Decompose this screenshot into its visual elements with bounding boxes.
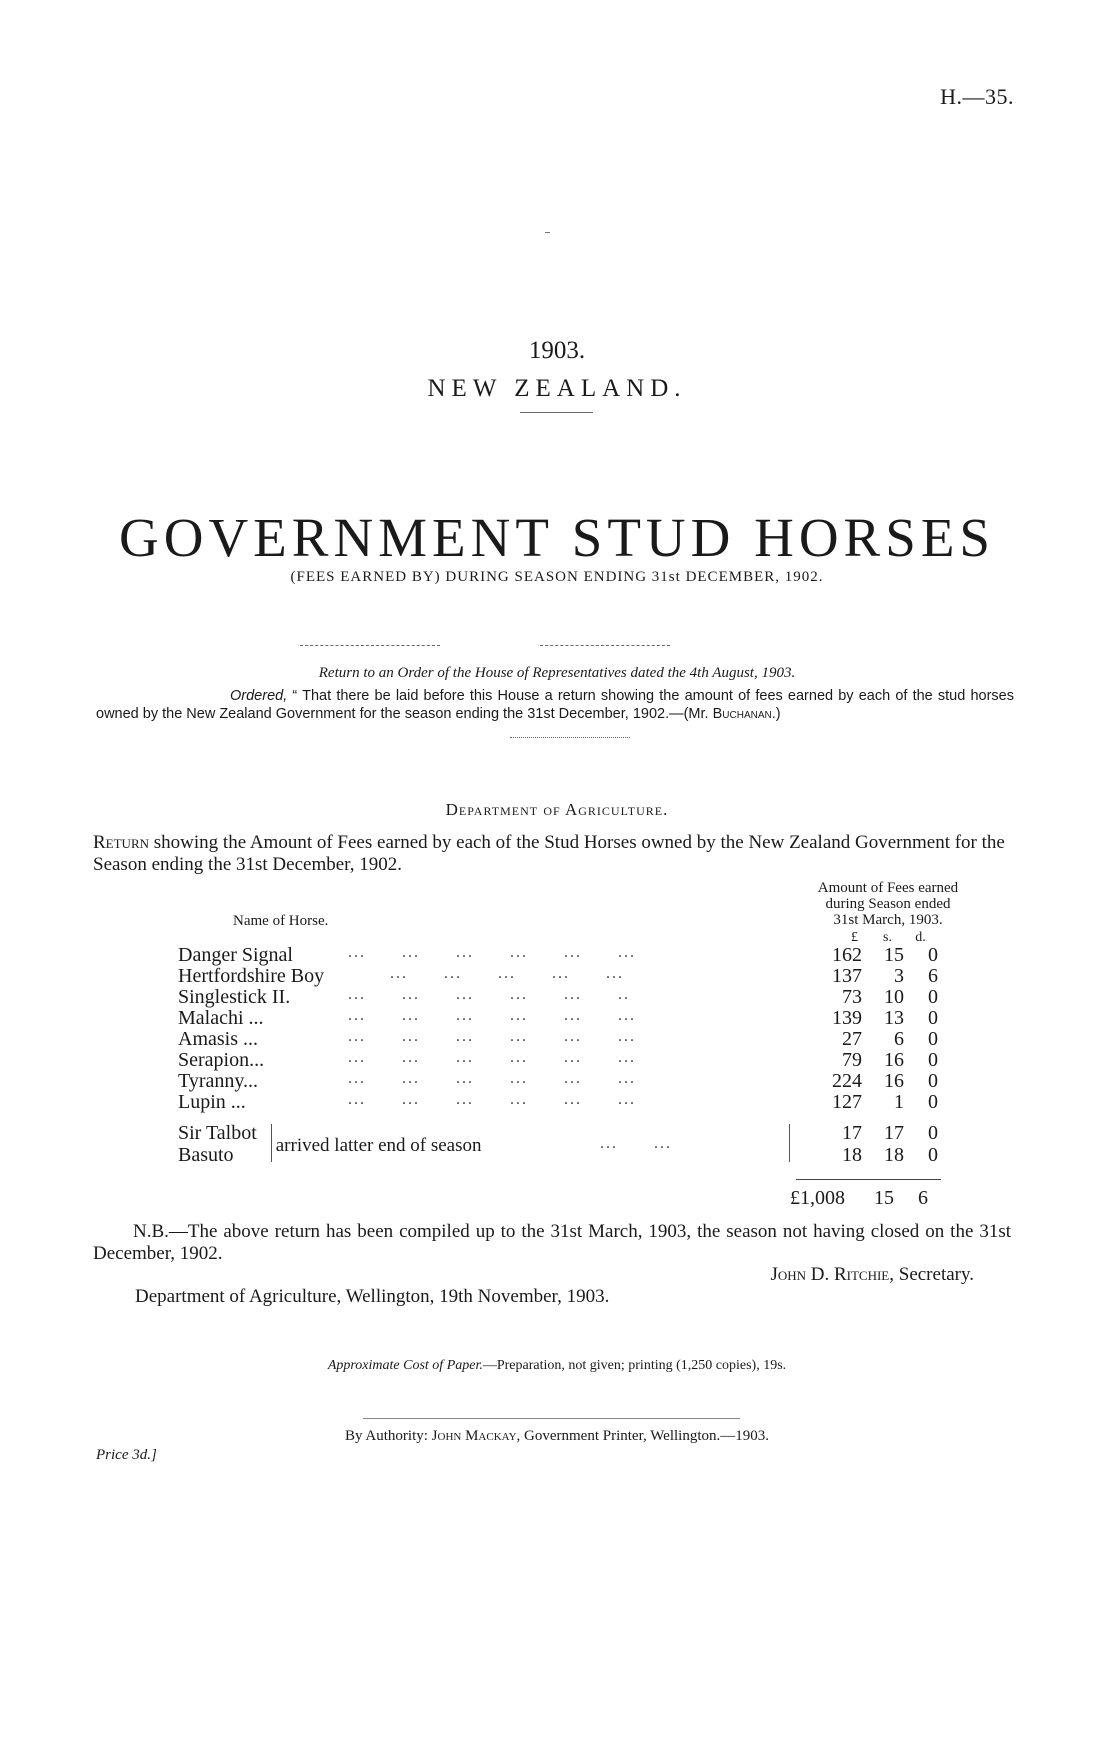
pounds-value: 162 [832,944,862,966]
amount-header [786,880,990,928]
total-shillings: 15 [874,1187,894,1209]
document-reference: H.—35. [940,84,1014,109]
nb-note [93,1221,1011,1265]
pounds-value: 17 [842,1122,862,1144]
cost-text: —Preparation, not given; printing (1,250 copies), 19s. [482,1358,787,1373]
horse-name: Lupin ... [178,1091,246,1113]
pence-value: 0 [928,1028,938,1050]
leader-dots: ... ... ... ... ... ... [348,944,636,961]
divider [540,645,670,646]
bracket-note [271,1135,482,1157]
authority-prefix: By Authority: [344,1428,428,1444]
pence-value: 0 [928,1049,938,1071]
leader-dots: ... ... ... ... ... ... [348,1091,636,1108]
return-label: Return [93,832,150,853]
horse-name: Danger Signal [178,944,293,966]
year: 1903. [528,337,586,364]
shillings-value: 3 [894,965,904,987]
signature [770,1264,974,1286]
shillings-value: 16 [884,1049,904,1071]
horse-name: Serapion... [178,1049,265,1071]
divider [300,645,440,646]
shillings-value: 18 [884,1144,904,1166]
pounds-value: 137 [832,965,862,987]
divider [520,412,593,413]
cost-of-paper [0,1358,1114,1374]
pounds-value: 127 [832,1091,862,1113]
ordered-member: Buchanan.) [712,706,781,722]
horse-name: Singlestick II. [178,986,291,1008]
pounds-value: 224 [832,1070,862,1092]
department-heading: Department of Agriculture. [445,800,669,819]
pence-value: 6 [928,965,938,987]
pounds-value: 79 [842,1049,862,1071]
horse-name: Tyranny... [178,1070,259,1092]
ordered-label: Ordered, [230,688,288,704]
printer-name: John Mackay, [431,1428,521,1444]
right-bracket [785,1124,790,1162]
authority-text: Government Printer, Wellington.—1903. [524,1428,769,1444]
pence-value: 0 [928,1144,938,1166]
pounds-unit: £ [851,930,858,945]
shillings-value: 13 [884,1007,904,1029]
table-row [178,1007,938,1028]
amount-header-line: 31st March, 1903. [833,912,943,928]
amount-header-line: Amount of Fees earned [817,880,959,896]
shillings-value: 17 [884,1122,904,1144]
divider [510,737,630,738]
price: Price 3d.] [96,1447,157,1463]
signature-name: John D. Ritchie, [770,1264,894,1285]
leader-dots: ... ... ... ... ... .. [348,986,630,1003]
pounds-value: 27 [842,1028,862,1050]
shillings-unit: s. [883,930,892,945]
document-subtitle: (FEES EARNED BY) DURING SEASON ENDING 31st DECEMBER, 1902. [290,569,824,585]
pence-value: 0 [928,944,938,966]
table-row [178,986,938,1007]
place-and-date: Department of Agriculture, Wellington, 19th November, 1903. [135,1286,610,1307]
printer-authority [0,1428,1114,1445]
shillings-value: 16 [884,1070,904,1092]
nb-text: N.B.—The above return has been compiled up to the 31st March, 1903, the season not having closed on the 31st December, 1902. [93,1221,1011,1264]
total-pounds: £1,008 [790,1187,845,1209]
order-text [96,687,1014,723]
table-row [178,944,938,965]
return-body: showing the Amount of Fees earned by each of the Stud Horses owned by the New Zealand Government for the Season ending the 31st December, 1902. [93,832,1005,875]
divider [363,1418,740,1419]
pence-value: 0 [928,986,938,1008]
country: NEW ZEALAND. [427,375,687,402]
table-row [178,1028,938,1049]
pence-value: 0 [928,1091,938,1113]
order-reference: Return to an Order of the House of Representatives dated the 4th August, 1903. [318,665,796,681]
cost-label: Approximate Cost of Paper. [327,1358,483,1373]
table-row [178,1091,938,1112]
document-title: GOVERNMENT STUD HORSES [119,507,995,568]
pence-value: 0 [928,1070,938,1092]
pounds-value: 73 [842,986,862,1008]
horse-name: Malachi ... [178,1007,264,1029]
total-pence: 6 [918,1187,928,1209]
pence-value: 0 [928,1122,938,1144]
divider-mark [545,232,550,233]
leader-dots: ... ... [600,1135,672,1152]
bracket-note-text: arrived latter end of season [275,1135,482,1156]
leader-dots: ... ... ... ... ... [348,965,624,982]
horse-name: Basuto [178,1144,234,1166]
shillings-value: 1 [894,1091,904,1113]
horse-name: Amasis ... [178,1028,258,1050]
pounds-value: 18 [842,1144,862,1166]
table-row [178,1070,938,1091]
shillings-value: 6 [894,1028,904,1050]
leader-dots: ... ... ... ... ... ... [348,1007,636,1024]
shillings-value: 10 [884,986,904,1008]
leader-dots: ... ... ... ... ... ... [348,1028,636,1045]
leader-dots: ... ... ... ... ... ... [348,1049,636,1066]
table-row [178,965,938,986]
ordered-body: “ That there be laid before this House a return showing the amount of fees earned by each of the stud horses owned by the New Zealand Government for the season ending the 31st December, 1902.—(Mr. [96,688,1014,722]
horse-name: Sir Talbot [178,1122,257,1144]
horse-name: Hertfordshire Boy [178,965,325,987]
return-description [93,832,1011,876]
shillings-value: 15 [884,944,904,966]
amount-header-line: during Season ended [825,896,951,912]
total-rule [796,1179,941,1180]
table-row [178,1049,938,1070]
leader-dots: ... ... ... ... ... ... [348,1070,636,1087]
signature-title: Secretary. [898,1264,974,1285]
pence-value: 0 [928,1007,938,1029]
pounds-value: 139 [832,1007,862,1029]
name-header: Name of Horse. [233,913,329,929]
pence-unit: d. [915,930,926,945]
